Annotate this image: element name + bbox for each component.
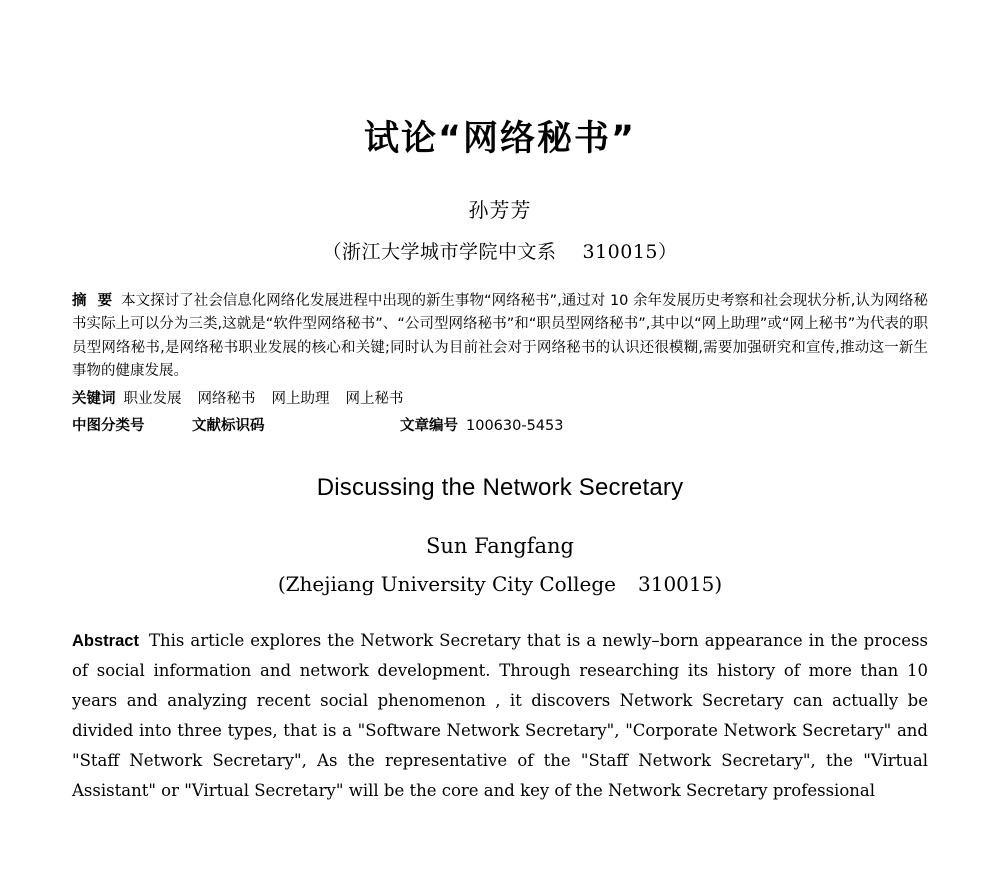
- keyword-item: 网上助理: [271, 390, 330, 407]
- chinese-abstract-text: 本文探讨了社会信息化网络化发展进程中出现的新生事物“网络秘书”,通过对 10 余年发展历史考察和社会现状分析,认为网络秘书实际上可以分为三类,这就是“软件型网络秘书”、“公司型网络秘书”和“职员型网络秘书”,其中以“网上助理”或“网上秘书”为代表的职员型网络秘书,是网络秘书职业发展的核心和关键;同时认为目前社会对于网络秘书的认识还很模糊,需要加强研究和宣传,推动这一新生事物的健康发展。: [72, 293, 928, 380]
- chinese-abstract-label: 摘 要: [72, 293, 116, 309]
- article-id-value: 100630-5453: [466, 418, 564, 435]
- english-title: Discussing the Network Secretary: [316, 474, 684, 502]
- document-page: [0, 118, 1000, 878]
- english-abstract-text: This article explores the Network Secretary that is a newly–born appearance in the process of social information and network development. Through researching its history of more than 10 years and analyzing recent social phenomenon , it discovers Network Secretary can actually be divided into three types, that is a "Software Network Secretary", "Corporate Network Secretary" and "Staff Network Secretary", As the representative of the "Staff Network Secretary", the "Virtual Assistant" or "Virtual Secretary" will be the core and key of the Network Secretary professional: [72, 631, 928, 801]
- english-affiliation-name: (Zhejiang University City College: [277, 572, 616, 597]
- chinese-affiliation: [72, 237, 928, 264]
- english-abstract-label: Abstract: [72, 632, 139, 651]
- class-number-label: 中图分类号: [72, 418, 145, 435]
- english-affiliation-postcode: 310015): [638, 572, 723, 597]
- keyword-item: 职业发展: [123, 390, 182, 407]
- document-code-label: 文献标识码: [192, 418, 265, 435]
- english-author: Sun Fangfang: [425, 534, 574, 559]
- chinese-affiliation-name: （浙江大学城市学院中文系: [322, 241, 557, 263]
- keyword-item: 网络秘书: [197, 390, 256, 407]
- chinese-title: 试论“网络秘书”: [363, 119, 636, 159]
- chinese-author: 孙芳芳: [468, 198, 532, 222]
- english-abstract: [72, 626, 928, 806]
- article-id-label: 文章编号: [400, 418, 458, 435]
- chinese-abstract: [72, 290, 928, 384]
- keyword-item: 网上秘书: [345, 390, 404, 407]
- chinese-affiliation-postcode: 310015）: [582, 241, 678, 263]
- english-affiliation: [72, 572, 928, 596]
- chinese-classification-line: [72, 415, 928, 438]
- chinese-keywords-label: 关键词: [72, 390, 116, 407]
- chinese-keywords: [72, 388, 928, 411]
